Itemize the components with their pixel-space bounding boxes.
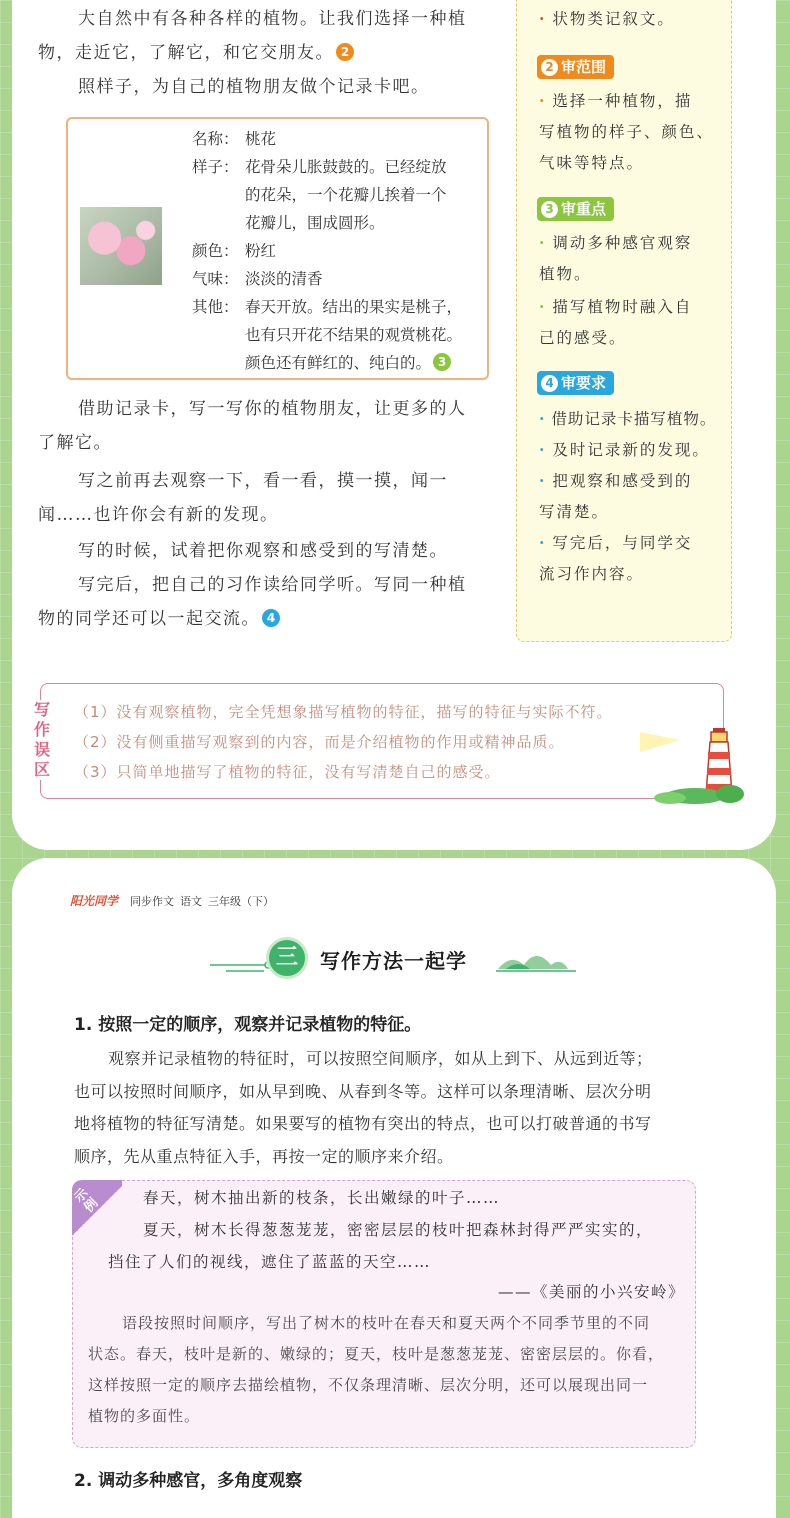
peach-blossom-image (80, 207, 162, 285)
sidebar-focus-item-2: · 描写植物时融入自 己的感受。 (539, 297, 693, 347)
paragraph-3a: 借助记录卡，写一写你的植物朋友，让更多的人 (78, 399, 467, 419)
writing-mistakes-tag: 写 作 误 区 (31, 700, 53, 780)
example-line-1: 春天，树木抽出新的枝条，长出嫩绿的叶子…… (143, 1189, 501, 1207)
mistake-item-1: （1）没有观察植物，完全凭想象描写植物的特征，描写的特征与实际不符。 (74, 703, 613, 721)
paragraph-3b: 了解它。 (38, 433, 112, 453)
sidebar-req-item-4: · 写完后，与同学交 流习作内容。 (539, 533, 693, 583)
sidebar-req-item-2: · 及时记录新的发现。 (539, 440, 710, 459)
example-note-line-4: 植物的多面性。 (88, 1407, 201, 1425)
header-series: 同步作文 (130, 895, 174, 908)
lighthouse-icon (640, 722, 740, 804)
brand-logo: 阳光同学 (70, 894, 119, 908)
sidebar-heading-scope: 2 审范围 (537, 55, 614, 79)
section-title: 写作方法一起学 (320, 949, 467, 973)
example-line-2: 夏天，树木长得葱葱茏茏，密密层层的枝叶把森林封得严严实实的， (143, 1221, 654, 1239)
marker-4-icon: 4 (262, 609, 280, 627)
method-body-line-4: 顺序，先从重点特征入手，再按一定的顺序来介绍。 (74, 1146, 454, 1166)
sidebar-req-item-3: · 把观察和感受到的 写清楚。 (539, 471, 693, 521)
mistake-item-2: （2）没有侧重描写观察到的内容，而是介绍植物的作用或精神品质。 (74, 733, 565, 751)
example-note-line-2: 状态。春天，枝叶是新的、嫩绿的；夏天，枝叶是葱葱茏茏、密密层层的。你看， (88, 1345, 665, 1363)
example-line-3: 挡住了人们的视线，遮住了蓝蓝的天空…… (108, 1253, 432, 1271)
paragraph-4a: 写之前再去观察一下，看一看，摸一摸，闻一 (78, 471, 448, 491)
sidebar-heading-requirements: 4 审要求 (537, 371, 614, 395)
sidebar-scope-text: · 选择一种植物，描 写植物的样子、颜色、 气味等特点。 (539, 91, 715, 172)
mistake-item-3: （3）只简单地描写了植物的特征，没有写清楚自己的感受。 (74, 763, 501, 781)
example-note-line-3: 这样按照一定的顺序去描绘植物，不仅条理清晰、层次分明，还可以展现出同一 (88, 1376, 649, 1394)
method-body-line-1: 观察并记录植物的特征时，可以按照空间顺序，如从上到下、从远到近等； (108, 1049, 653, 1068)
paragraph-6b: 物的同学还可以一起交流。 4 (38, 602, 280, 636)
section-number-badge: 三 (266, 937, 308, 979)
marker-3-icon: 3 (433, 353, 451, 371)
paragraph-6a: 写完后，把自己的习作读给同学听。写同一种植 (78, 575, 467, 595)
method-heading-2: 2. 调动多种感官，多角度观察 (74, 1471, 303, 1491)
header-subject: 语文 (180, 895, 202, 908)
tips-sidebar (516, 0, 732, 642)
sidebar-top-item: · 状物类记叙文。 (539, 9, 675, 28)
example-source: ——《美丽的小兴安岭》 (498, 1283, 686, 1301)
method-body-line-2: 也可以按照时间顺序，如从早到晚、从春到冬等。这样可以条理清晰、层次分明 (74, 1081, 652, 1101)
method-body-line-3: 地将植物的特征写清楚。如果要写的植物有突出的特点，也可以打破普通的书写 (74, 1114, 652, 1133)
paragraph-1a: 大自然中有各种各样的植物。让我们选择一种植 (78, 9, 467, 29)
record-card: 名称： 桃花 样子： 花骨朵儿胀鼓鼓的。已经绽放 的花朵，一个花瓣儿挨着一个 花瓣儿，围成圆形。 颜色： 粉红 气味： 淡淡的清香 其他： 春天开放。结出的果实是桃子， 也有只开花不结果的观赏桃花。 颜色还有鲜红的、纯白的。 3 (66, 117, 489, 380)
example-note-line-1: 语段按照时间顺序，写出了树木的枝叶在春天和夏天两个不同季节里的不同 (122, 1314, 651, 1332)
marker-2-icon: 2 (336, 43, 354, 61)
paragraph-4b: 闻……也许你会有新的发现。 (38, 505, 279, 525)
sidebar-heading-focus: 3 审重点 (537, 197, 614, 221)
method-heading-1: 1. 按照一定的顺序，观察并记录植物的特征。 (74, 1015, 422, 1035)
sidebar-req-item-1: · 借助记录卡描写植物。 (539, 409, 717, 428)
paragraph-1b: 物，走近它，了解它，和它交朋友。 2 (38, 36, 354, 70)
sidebar-focus-item-1: · 调动多种感官观察 植物。 (539, 233, 693, 283)
paragraph-2: 照样子，为自己的植物朋友做个记录卡吧。 (78, 77, 430, 97)
header-grade: 三年级（下） (208, 895, 274, 908)
paragraph-5: 写的时候，试着把你观察和感受到的写清楚。 (78, 541, 448, 561)
example-tag: 示例 (72, 1180, 122, 1242)
